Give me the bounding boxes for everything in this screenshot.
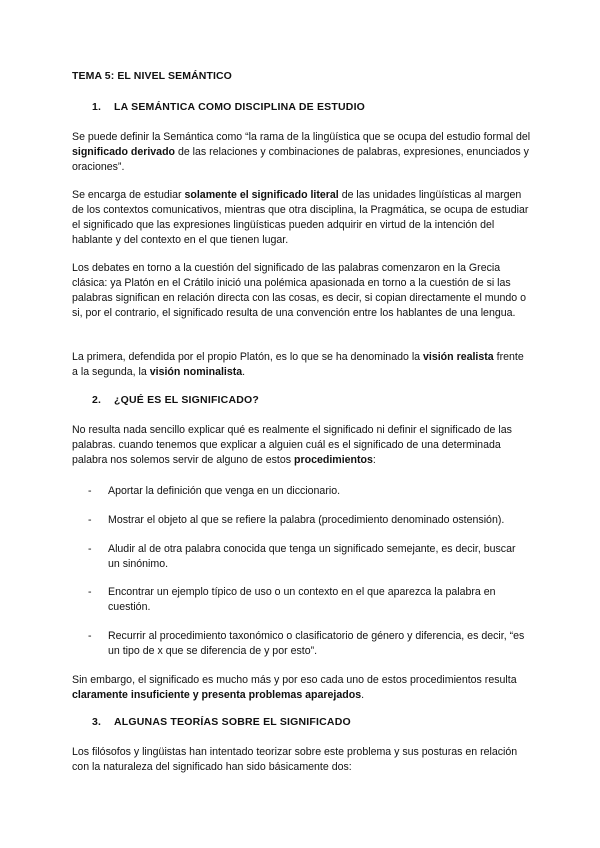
list-dash: - bbox=[88, 543, 92, 555]
paragraph-greek-debate bbox=[72, 261, 532, 321]
list-item bbox=[90, 629, 530, 659]
list-item-text: Mostrar el objeto al que se refiere la palabra (procedimiento denominado ostensión). bbox=[108, 514, 505, 526]
bold-text: procedimientos bbox=[294, 454, 373, 466]
list-dash: - bbox=[88, 485, 92, 497]
text: . bbox=[242, 366, 246, 378]
text: : bbox=[372, 454, 376, 466]
list-dash: - bbox=[88, 630, 92, 642]
section-number: 3. bbox=[92, 716, 102, 728]
list-item bbox=[90, 542, 530, 572]
list-item bbox=[90, 513, 530, 528]
paragraph-insufficient bbox=[72, 673, 532, 703]
section-number: 2. bbox=[92, 394, 102, 406]
text: La primera, defendida por el propio Platón, es lo que se ha denominado la bbox=[72, 351, 424, 363]
text: de las relaciones y combinaciones de palabras, expresiones, enunciados y oraciones”. bbox=[72, 146, 529, 173]
section-title: LA SEMÁNTICA COMO DISCIPLINA DE ESTUDIO bbox=[114, 101, 366, 113]
bold-text: visión realista bbox=[423, 351, 494, 363]
paragraph-realist-nominalist bbox=[72, 350, 532, 380]
page-title: TEMA 5: EL NIVEL SEMÁNTICO bbox=[72, 70, 232, 82]
text: Los filósofos y lingüistas han intentado teorizar sobre este problema y sus posturas en relación con la naturaleza del significado han sido básicamente dos: bbox=[72, 746, 518, 773]
list-item bbox=[90, 484, 530, 499]
paragraph-definition bbox=[72, 130, 532, 175]
list-item-text: Recurrir al procedimiento taxonómico o clasificatorio de género y diferencia, es decir, “es un tipo de x que se diferencia de y por esto”. bbox=[108, 630, 525, 657]
list-item bbox=[90, 585, 530, 615]
text: No resulta nada sencillo explicar qué es realmente el significado ni definir el significado de las palabras. cuando tenemos que explicar a alguien cuál es el significado de una determinada palabra nos solemos servir de alguno de estos bbox=[72, 424, 512, 466]
text: . bbox=[361, 689, 365, 701]
section-number: 1. bbox=[92, 101, 102, 113]
bold-text: visión nominalista bbox=[149, 366, 243, 378]
bold-text: claramente insuficiente y presenta problemas aparejados bbox=[72, 689, 362, 701]
text: Los debates en torno a la cuestión del significado de las palabras comenzaron en la Grecia clásica: ya Platón en el Crátilo inició una polémica apasionada en torno a la cuestión de si las palabras significan en relación directa con las cosas, es decir, si copian directamente el mundo o si, por el contrario, el significado resulta de una convención entre los hablantes de una lengua. bbox=[72, 262, 527, 319]
section-heading-2 bbox=[72, 394, 532, 406]
paragraph-theories bbox=[72, 745, 532, 775]
text: de las unidades lingüísticas al margen de los contextos comunicativos, mientras que otra disciplina, la Pragmática, se ocupa de estudiar el significado que las expresiones lingüísticas pueden adquirir en virtud de la intención del hablante y del contexto en el que tienen lugar. bbox=[72, 189, 529, 246]
section-title: ALGUNAS TEORÍAS SOBRE EL SIGNIFICADO bbox=[114, 716, 351, 728]
list-dash: - bbox=[88, 586, 92, 598]
text: Sin embargo, el significado es mucho más y por eso cada uno de estos procedimientos resulta bbox=[72, 674, 517, 686]
bold-text: solamente el significado literal bbox=[184, 189, 339, 201]
list-item-text: Aludir al de otra palabra conocida que tenga un significado semejante, es decir, buscar un sinónimo. bbox=[108, 543, 516, 570]
bold-text: significado derivado bbox=[72, 146, 176, 158]
text: Se puede definir la Semántica como “la rama de la lingüística que se ocupa del estudio formal del bbox=[72, 131, 531, 143]
text: frente a la segunda, la bbox=[72, 351, 524, 378]
section-heading-1 bbox=[72, 101, 532, 113]
section-title: ¿QUÉ ES EL SIGNIFICADO? bbox=[114, 394, 260, 406]
paragraph-literal-meaning bbox=[72, 188, 532, 248]
section-heading-3 bbox=[72, 716, 532, 728]
text: Se encarga de estudiar bbox=[72, 189, 185, 201]
list-dash: - bbox=[88, 514, 92, 526]
list-item-text: Encontrar un ejemplo típico de uso o un contexto en el que aparezca la palabra en cuestión. bbox=[108, 586, 496, 613]
paragraph-procedures bbox=[72, 423, 532, 468]
list-item-text: Aportar la definición que venga en un diccionario. bbox=[108, 485, 341, 497]
